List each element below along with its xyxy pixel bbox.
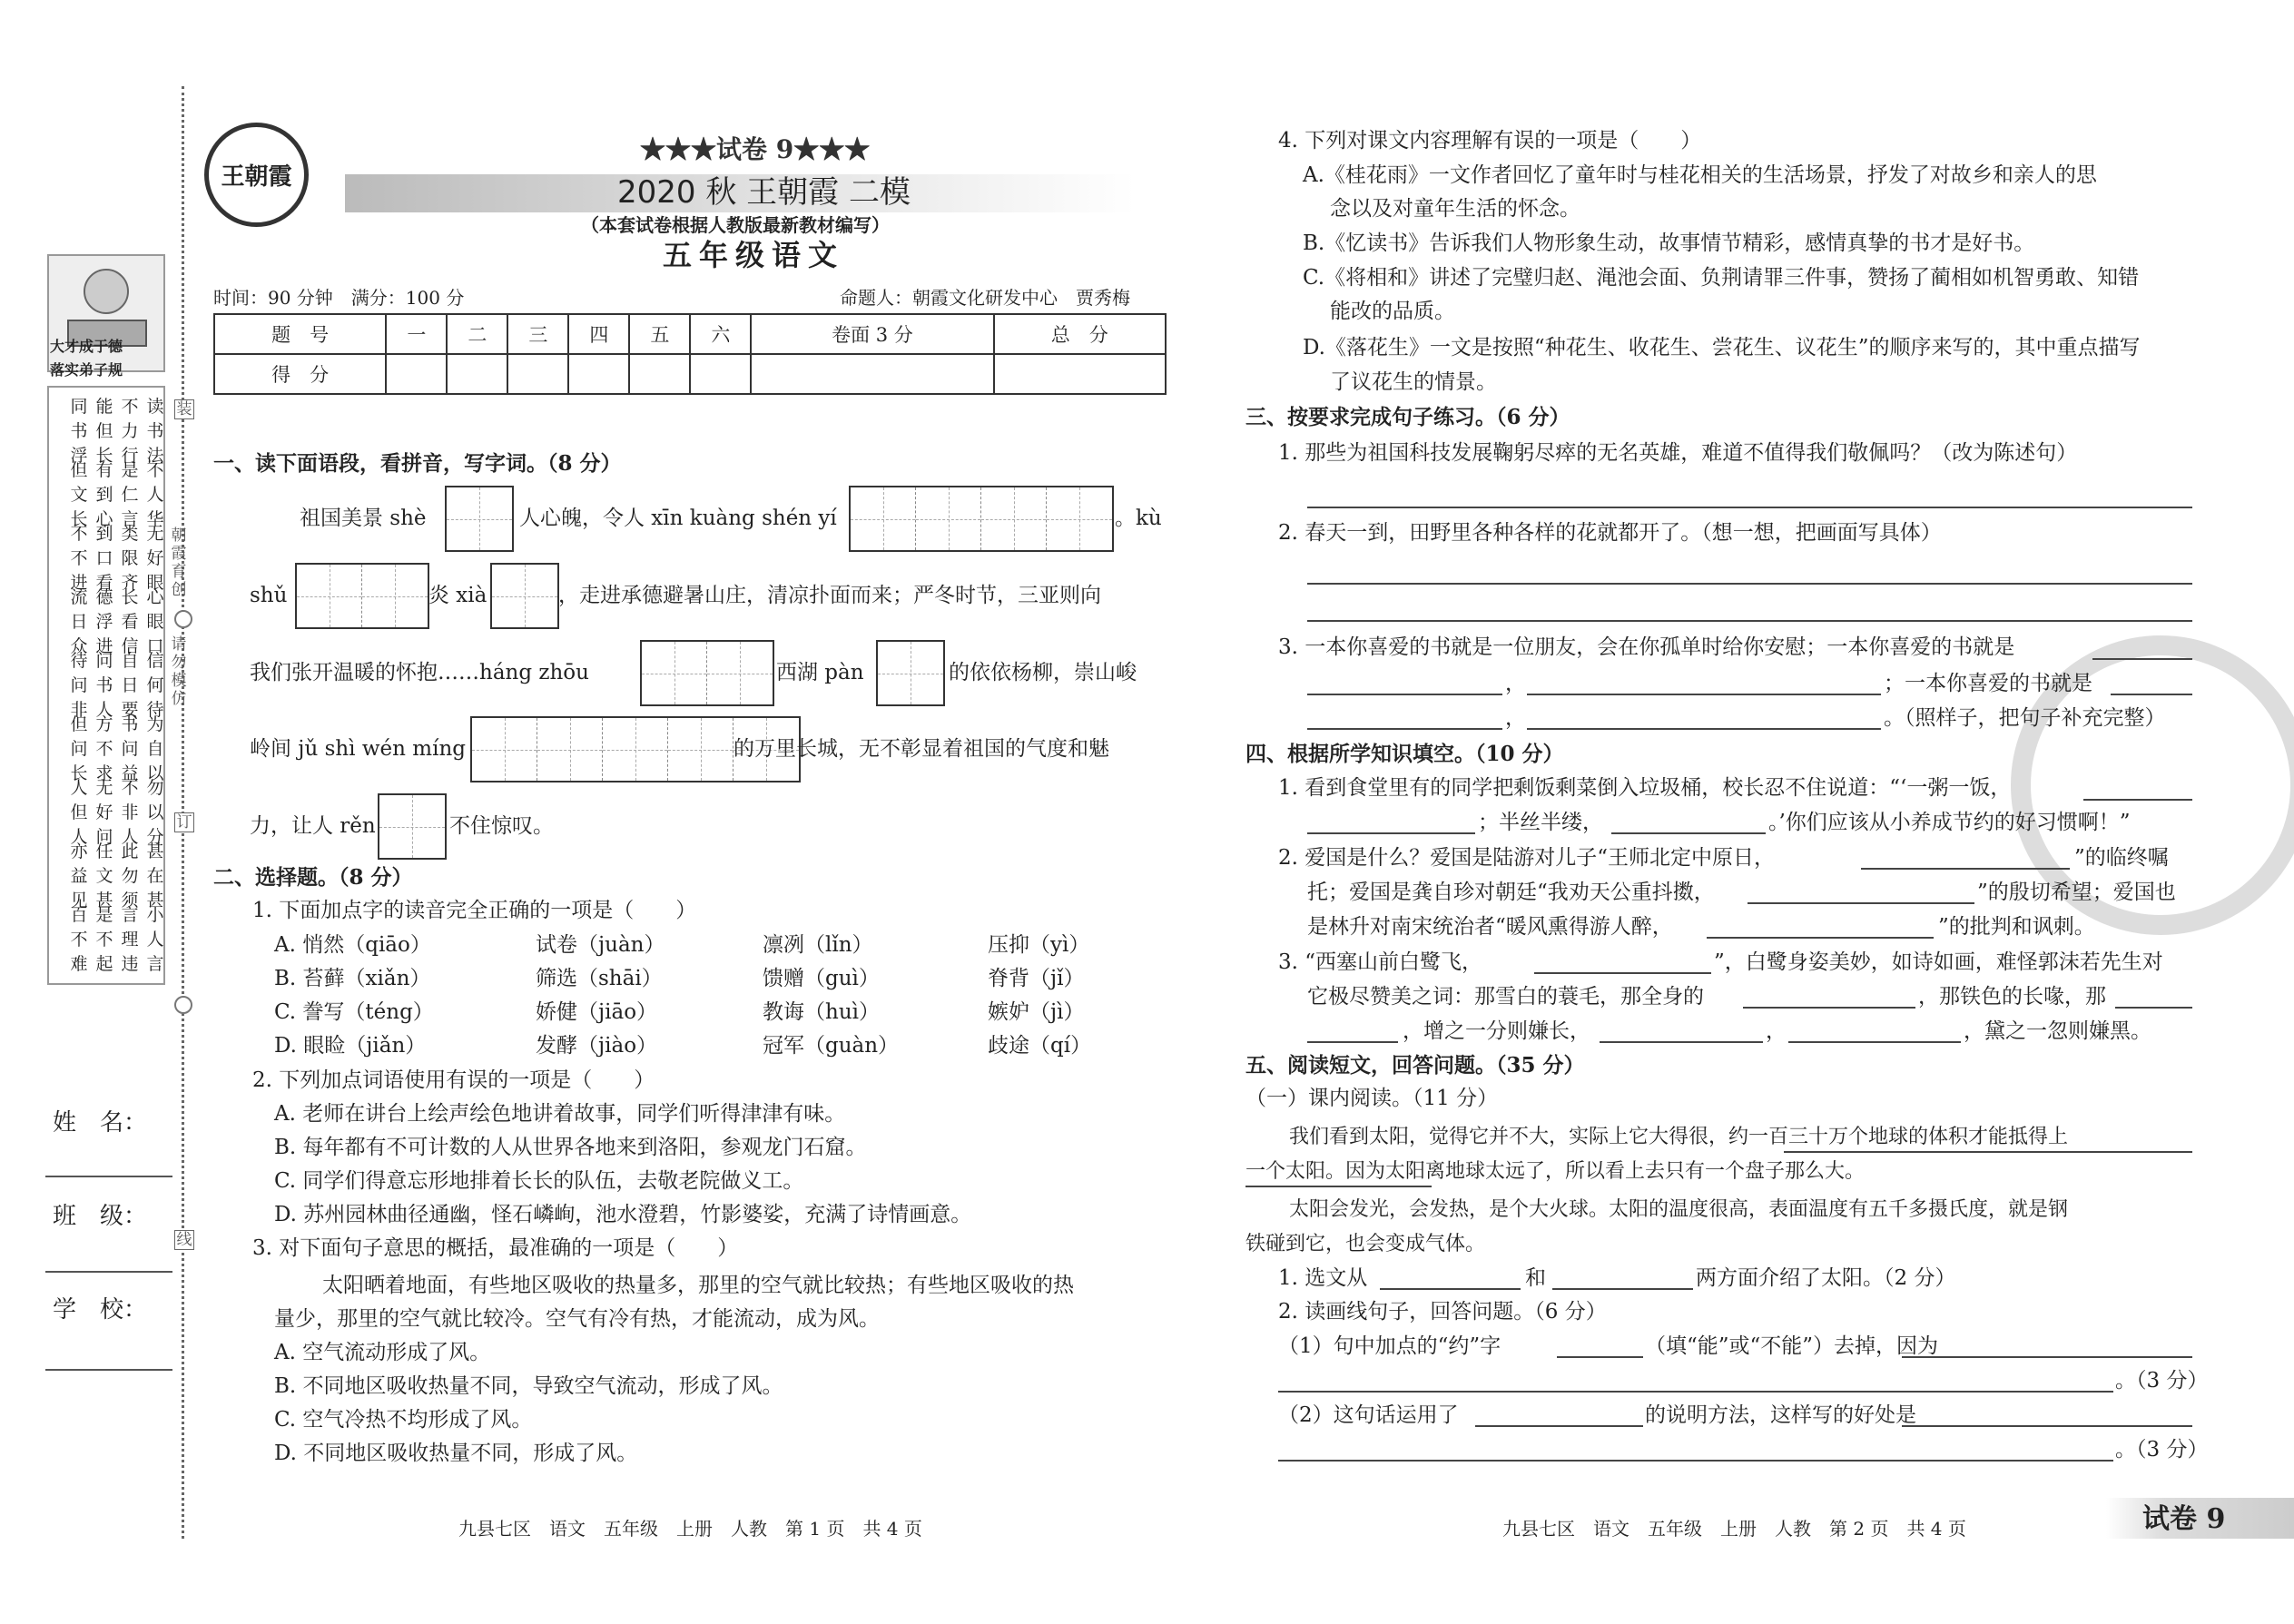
corner-label: 试卷 9 [2142,1503,2226,1535]
underline-mark [1784,1151,2192,1153]
para-line: 人心魄，令人 xīn kuàng shén yí [519,507,837,530]
name-field[interactable] [45,1176,172,1177]
answer-line[interactable] [2111,694,2192,695]
answer-line[interactable] [1307,728,1502,730]
page-1-footer: 九县七区 语文 五年级 上册 人教 第 1 页 共 4 页 [458,1518,922,1540]
answer-line[interactable] [1380,1288,1521,1290]
section-4-q3-text: ，增之一分则嫌长， [1403,1019,1590,1043]
question-2: 2. 下列加点词语使用有误的一项是（ ） [252,1068,655,1092]
reading-q2-2-text: 的说明方法，这样写的好处是 [1645,1403,1916,1427]
score-input[interactable] [994,354,1166,394]
answer-line[interactable] [2083,799,2192,801]
section-3-title: 三、按要求完成句子练习。（6 分） [1245,405,1570,429]
answer-grid-hangzhou[interactable] [640,640,774,706]
answer-line[interactable] [1788,1041,1961,1043]
question-1-option: 歧途（qí） [988,1034,1092,1058]
poem-column: 不不进 [70,524,88,593]
para-line: ，走进承德避暑山庄，清凉扑面而来；严冬时节，三亚则向 [558,584,1101,607]
answer-line[interactable] [1527,728,1881,730]
para-line: 不住惊叹。 [449,814,554,838]
poem-column: 但问长 [70,714,88,783]
answer-line[interactable] [1748,902,1974,904]
section-4-q2-text: 托；爱国是龚自珍对朝廷“我劝天公重抖擞， [1307,881,1715,904]
answer-line[interactable] [1307,694,1502,695]
poem-column: 书问益 [121,714,139,783]
answer-line[interactable] [1278,1460,2113,1462]
score-cell: 总 分 [994,314,1166,354]
question-1-option: 发酵（jiào） [536,1034,658,1058]
answer-grid-ren[interactable] [378,793,447,860]
answer-line[interactable] [1611,832,1766,834]
answer-line[interactable] [1527,694,1881,695]
section-3-q3: 3. 一本你喜爱的书就是一位朋友，会在你孤单时给你安慰；一本你喜爱的书就是 [1278,635,2015,659]
question-1-option: A. 悄然（qiāo） [274,933,431,957]
ring-icon [174,996,192,1014]
question-1-option: 脊背（jǐ） [988,967,1085,990]
answer-line[interactable] [1861,868,2070,870]
poem-column: 但文长 [70,460,88,529]
class-label: 班 级： [53,1203,148,1230]
page-2-footer: 九县七区 语文 五年级 上册 人教 第 2 页 共 4 页 [1502,1518,1966,1540]
para-line: 的万里长城，无不彰显着祖国的气度和魅 [733,737,1109,761]
brand-logo-text: 王朝霞 [221,163,292,191]
question-2-option: B. 每年都有不可计数的人从世界各地来到洛阳，参观龙门石窟。 [274,1136,867,1159]
question-1-option: 娇健（jiāo） [536,1000,658,1024]
poem-column: 能但长 [95,397,113,466]
section-5-subtitle: （一）课内阅读。（11 分） [1245,1087,1499,1110]
para-line: 祖国美景 shè [300,507,427,530]
question-1-option: 嫉妒（jì） [988,1000,1085,1024]
reading-text: 一个太阳。因为太阳离地球太远了，所以看上去只有一个盘子那么大。 [1245,1160,1866,1183]
answer-line[interactable] [1307,583,2192,585]
poem-column: 信何待 [146,651,164,720]
section-4-q1-text: ；半丝半缕， [1478,811,1603,834]
section-4-q2-text: ”的临终嘱 [2074,846,2169,870]
para-line: 岭间 jǔ shì wén míng [250,737,466,761]
question-2-option: C. 同学们得意忘形地排着长长的队伍，去敬老院做义工。 [274,1169,804,1193]
score-input[interactable] [690,354,751,394]
section-3-q1: 1. 那些为祖国科技发展鞠躬尽瘁的无名英雄，难道不值得我们敬佩吗？（改为陈述句） [1278,441,2078,465]
score-cell: 得 分 [214,354,386,394]
reading-q1: 1. 选文从 [1278,1266,1368,1290]
exam-label: ★★★试卷 9★★★ [640,134,871,164]
poem-column: 不非人 [121,778,139,847]
question-1-option: 馈赠（guì） [763,967,880,990]
answer-grid-xia[interactable] [490,563,559,629]
section-4-q2-text: 是林升对南宋统治者“暖风熏得游人醉， [1307,915,1673,939]
score-cell: 题 号 [214,314,386,354]
section-2-title: 二、选择题。（8 分） [213,865,413,890]
reading-q2-2-score: 。（3 分） [2115,1438,2209,1462]
section-4-q2-text: ”的殷切希望；爱国也 [1977,881,2176,904]
score-table-score-row [214,354,1166,394]
poem-column: 方不求 [95,714,113,783]
reading-q2-1: （1）句中加点的“约”字 [1278,1334,1501,1358]
poem-column: 读书法 [146,397,164,466]
reading-q2-2: （2）这句话运用了 [1278,1403,1459,1427]
question-1-option: 冠军（guàn） [763,1034,900,1058]
score-cell: 二 [447,314,507,354]
poem-column: 长看信 [121,587,139,656]
score-input[interactable] [751,354,993,394]
section-4-q3-text: ，那铁色的长喙，那 [1918,985,2106,1009]
section-5-title: 五、阅读短文，回答问题。（35 分） [1245,1053,1585,1078]
time-score: 时间：90 分钟 满分：100 分 [213,287,465,309]
reading-text: 太阳会发光，会发热，是个大火球。太阳的温度很高，表面温度有五千多摄氏度，就是钢 [1289,1198,2069,1221]
poem-column: 此勿须 [121,842,139,910]
question-4-option: 了议花生的情景。 [1330,370,1497,394]
answer-grid-xinkuang[interactable] [849,486,1114,552]
exam-subtitle: （本套试卷根据人教版最新教材编写） [581,214,890,236]
school-label: 学 校： [53,1296,148,1324]
question-4-option: A.《桂花雨》一文作者回忆了童年时与桂花相关的生活场景，抒发了对故乡和亲人的思 [1303,163,2097,187]
question-1-option: B. 苔藓（xiǎn） [274,967,431,990]
underline-mark [1245,1186,1432,1187]
question-4: 4. 下列对课文内容理解有误的一项是（ ） [1278,129,1702,153]
poem-column: 同书浮 [70,397,88,466]
author: 命题人：朝霞文化研发中心 贾秀梅 [840,287,1130,309]
poem-column: 是仁言 [121,460,139,529]
answer-line[interactable] [1902,1356,2192,1358]
poem-column: 人但人 [70,778,88,847]
question-3-text: 太阳晒着地面，有些地区吸收的热量多，那里的空气就比较热；有些地区吸收的热 [322,1274,1074,1297]
score-input[interactable] [568,354,629,394]
reading-text: 我们看到太阳，觉得它并不大，实际上它大得很，约一百三十万个地球的体积才能抵得上 [1289,1126,2069,1148]
vertical-label-zhuang: 装 [174,399,194,419]
score-table-header-row [214,314,1166,354]
name-label: 姓 名： [53,1109,148,1137]
poem-column: 不力行 [121,397,139,466]
para-line: 炎 xià [428,584,487,607]
answer-line[interactable] [2092,658,2192,660]
para-line: 。kù [1115,507,1162,530]
reading-text: 铁碰到它，也会变成气体。 [1245,1233,1486,1255]
question-4-option: B.《忆读书》告诉我们人物形象生动，故事情节精彩，感情真挚的书才是好书。 [1303,231,2035,255]
para-line: 西湖 pàn [776,661,864,684]
reading-q2-1-score: 。（3 分） [2115,1369,2209,1393]
question-4-option: 念以及对童年生活的怀念。 [1330,197,1580,221]
section-4-q3-text: ”，白鹭身姿美妙，如诗如画，难怪郭沫若先生对 [1714,950,2163,974]
poem-column: 甚在甚 [146,842,164,910]
answer-line[interactable] [1552,1288,1693,1290]
para-line: 力，让人 rěn [250,814,376,838]
poem-column: 是不起 [95,905,113,974]
poem-column: 任文甚 [95,842,113,910]
reading-q1-text: 两方面介绍了太阳。（2 分） [1696,1266,1956,1290]
motto-top: 大才成于德 [50,338,123,355]
poem-column: 勿以分 [146,778,164,847]
score-cell: 三 [507,314,568,354]
question-1-option: 试卷（juàn） [536,933,665,957]
answer-grid-she[interactable] [445,486,514,552]
score-cell: 一 [386,314,447,354]
answer-line[interactable] [1600,1041,1763,1043]
exam-title: 2020 秋 王朝霞 二模 [617,174,911,211]
question-4-option: D.《落花生》一文是按照“种花生、收花生、尝花生、议花生”的顺序来写的，其中重点描写 [1303,336,2141,359]
answer-line[interactable] [1307,620,2192,622]
score-cell: 卷面 3 分 [751,314,993,354]
question-3-option: C. 空气冷热不均形成了风。 [274,1408,533,1432]
section-4-q3-text: ，黛之一忽则嫌黑。 [1964,1019,2151,1043]
question-3-option: B. 不同地区吸收热量不同，导致空气流动，形成了风。 [274,1374,783,1398]
answer-line[interactable] [1534,972,1711,974]
answer-line[interactable] [1475,1425,1643,1427]
score-input[interactable] [629,354,690,394]
answer-line[interactable] [1707,937,1934,939]
question-1-option: 教诲（huì） [763,1000,880,1024]
poem-column: 有到心 [95,460,113,529]
answer-line[interactable] [1307,507,2192,508]
question-4-option: C.《将相和》讲述了完璧归赵、渑池会面、负荆请罪三件事，赞扬了蔺相如机智勇敢、知错 [1303,266,2140,290]
reading-q1-text: 和 [1525,1266,1546,1290]
question-1-option: 压抑（yì） [988,933,1090,957]
motto-bottom: 落实弟子规 [50,361,123,379]
vertical-label-xian: 线 [174,1230,194,1250]
section-4-q3-text: ， [1766,1019,1787,1043]
para-line: shǔ [250,584,288,607]
reading-q2: 2. 读画线句子，回答问题。（6 分） [1278,1300,1607,1324]
poem-column: 心眼口 [146,587,164,656]
question-1-option: C. 誊写（téng） [274,1000,434,1024]
brand-logo [204,123,309,227]
para-line: 我们张开温暖的怀抱……háng zhōu [250,661,589,684]
section-4-q2-text: ”的批判和讽刺。 [1938,915,2095,939]
class-field[interactable] [45,1271,172,1273]
school-field[interactable] [45,1369,172,1371]
score-input[interactable] [507,354,568,394]
score-input[interactable] [386,354,447,394]
poem-column: 自日要 [121,651,139,720]
score-cell: 六 [690,314,751,354]
poem-column: 无好眼 [146,524,164,593]
answer-line[interactable] [1902,1425,2192,1427]
section-1-title: 一、读下面语段，看拼音，写字词。（8 分） [213,451,622,476]
para-line: 的依依杨柳，崇山峻 [949,661,1137,684]
section-4-q1-text: 。’你们应该从小养成节约的好习惯啊！” [1768,811,2131,834]
section-3-q2: 2. 春天一到，田野里各种各样的花就都开了。（想一想，把画面写具体） [1278,521,1942,545]
section-4-q3: 3. “西塞山前白鹭飞， [1278,950,1483,974]
question-1: 1. 下面加点字的读音完全正确的一项是（ ） [252,899,697,922]
section-3-q3-text: 。（照样子，把句子补充完整） [1884,706,2166,730]
poem-column: 言理违 [121,905,139,974]
section-4-title: 四、根据所学知识填空。（10 分） [1245,742,1564,766]
answer-line[interactable] [1307,1041,1398,1043]
answer-grid-pan[interactable] [876,640,945,706]
score-cell: 五 [629,314,690,354]
ring-icon [174,610,192,628]
poem-column: 待问非 [70,651,88,720]
poem-column: 流日众 [70,587,88,656]
section-3-q3-text: ， [1505,706,1526,730]
section-4-q1: 1. 看到食堂里有的同学把剩饭剩菜倒入垃圾桶，校长忍不住说道：“‘一粥一饭， [1278,776,2012,800]
vertical-label-ding: 订 [174,812,194,832]
question-2-option: D. 苏州园林曲径通幽，怪石嶙峋，池水澄碧，竹影婆娑，充满了诗情画意。 [274,1203,972,1226]
section-3-q3-text: ；一本你喜爱的书就是 [1884,672,2092,695]
question-3-option: D. 不同地区吸收热量不同，形成了风。 [274,1442,638,1465]
answer-line[interactable] [1278,1391,2113,1393]
question-2-option: A. 老师在讲台上绘声绘色地讲着故事，同学们听得津津有味。 [274,1102,846,1126]
vertical-label-chaoxia: 朝霞育创 [171,527,187,599]
answer-grid-kushu[interactable] [295,563,429,629]
question-1-option: 凛冽（lǐn） [763,933,873,957]
poem-column: 问书人 [95,651,113,720]
score-table [213,313,1167,395]
poem-column: 为自以 [146,714,164,783]
poem-column: 百不难 [70,905,88,974]
reading-q2-1-text: （填“能”或“不能”）去掉，因为 [1645,1334,1939,1358]
question-3-text: 量少，那里的空气就比较冷。空气有冷有热，才能流动，成为风。 [274,1307,880,1331]
question-4-option: 能改的品质。 [1330,300,1455,323]
poem-column: 小人言 [146,905,164,974]
question-3-option: A. 空气流动形成了风。 [274,1341,491,1364]
vertical-label-qingwu: 请勿模仿 [171,635,187,708]
score-cell: 四 [568,314,629,354]
poem-column: 亦益见 [70,842,88,910]
poem-column: 到口看 [95,524,113,593]
question-3: 3. 对下面句子意思的概括，最准确的一项是（ ） [252,1236,739,1260]
score-input[interactable] [447,354,507,394]
poem-column: 不人华 [146,460,164,529]
section-3-q3-text: ， [1505,672,1526,695]
poem-column: 无好问 [95,778,113,847]
section-4-q2: 2. 爱国是什么？爱国是陆游对儿子“王师北定中原日， [1278,846,1776,870]
section-4-q3-text: 它极尽赞美之词：那雪白的蓑毛，那全身的 [1307,985,1704,1009]
answer-line[interactable] [1557,1356,1643,1358]
answer-line[interactable] [2115,1007,2192,1009]
question-1-option: D. 眼睑（jiǎn） [274,1034,427,1058]
question-1-option: 筛选（shāi） [536,967,663,990]
subject-title: 五年级语文 [663,238,845,272]
answer-line[interactable] [1743,1007,1915,1009]
poem-column: 类限齐 [121,524,139,593]
answer-line[interactable] [1307,832,1475,834]
poem-column: 德浮进 [95,587,113,656]
